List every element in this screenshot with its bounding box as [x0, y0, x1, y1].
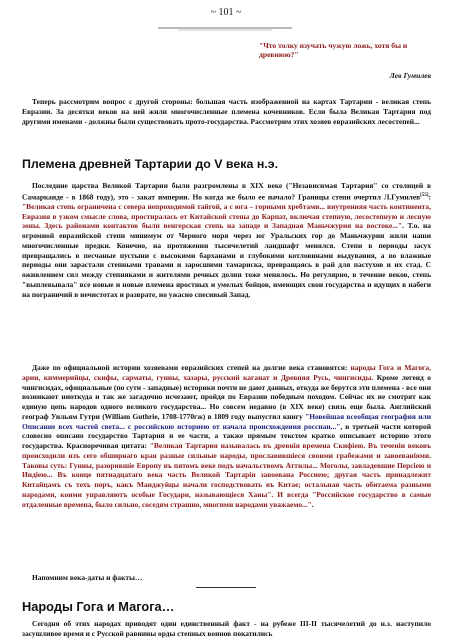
paragraph-last-kingdoms [22, 181, 431, 299]
paragraph-text: , в третьей части которой словесно описано государство Тартария и ее части, а также прямым текстом кратко описывает историю этого государства. Красноречивая цитата: [22, 421, 432, 450]
paragraph-text: Даже по официальной истории хозяевами евразийских степей на долгие века становятся: [32, 363, 351, 372]
paragraph-official-history [22, 363, 431, 509]
paragraph-gog-magog: Сегодня об этих народах приводят один единственный факт - на рубеже III-II тысячелетий до н.э. наступило засушливое время и с Русской равнины орды степных воинов покатились [22, 619, 431, 638]
epigraph-author: Лев Гумилев [389, 71, 431, 80]
ornamental-rule [158, 27, 292, 29]
epigraph-quote: "Что толку изучать чужую ложь, хотя бы и древнюю?" [259, 41, 408, 60]
section-heading-gog-magog: Народы Гога и Магога… [22, 599, 175, 614]
paragraph-text: . [311, 499, 314, 509]
intro-paragraph: Теперь рассмотрим вопрос с другой стороны: большая часть изображенной на картах Тартарии - великая степь Евразии. За десятки веков на ней жили многочисленные племена кочевников. Если была Великая Тартария под другими именами - должны были существовать прото-государства. Рассмотрим этих хозяев евразийских лесостепей... [22, 97, 431, 126]
section-divider [196, 587, 256, 588]
paragraph-text: . Т.о. на огромной евразийской степи минимум от Черного моря через юг Уральских гор до Маньчжурии жили наши многочисленные предки. Конечно, на протяжении тысячелетий ландшафт менялся. Степи в периоды засух превращались в песчаные пустыни с высокими барханами и глубокими котловинами выдувания, а во влажные периоды они зарастали степными травами и заросшими тамариска, превращаясь в рай для пастухов и их стад. С оживлением сил между степняками и жителями речных долин тоже менялось. Но регулярно, в течение веков, степь "выплевывала" все новые и новые племена яростных и умелых бойцов, имеющих свои государства и идущих в набеги на пограничий в нечистотах и разврате, но ужасно спесивый Запад. [22, 221, 431, 299]
paragraph-text: Кроме легенд о чингисидах, официальные (по сути - западные) историки почти не дают данных, откуда же берутся эти племена - все они возникают ниоткуда и так же загадочно исчезают, пройдя по Евразии победным походом. Сейчас их не смотрят как единую цепь народов одного великого государства... Но совсем недавно (в XIX веке) связь еще была. Английский географ Уильям Гутри (William Guthrie, 1708-1770гж) в 1809 году выпустил книгу [22, 372, 431, 421]
paragraph-text: : [428, 192, 431, 202]
gumilev-quote: "Великая степь ограничена с севера непроходимой тайгой, а с юга – горными хребтами... внутренняя часть континента, Евразия в узком смысле слова, простиралась от Китайской стены до Карпат, включая степную, лесостепную и лесную зоны. Здесь районами контактов были венгерская степь на западе и Западная Маньчжурия на востоке..." [22, 201, 431, 231]
section-heading-tartary: Племена древней Тартарии до V века н.э. [22, 157, 279, 171]
paragraph-reminder: Напомним века-даты и факты… [32, 573, 143, 582]
page-number: ~ 101 ~ [210, 7, 242, 18]
guthrie-quote: "Великая Тартария называлась въ древнія времена Скифіею. Въ теченіи вековъ происходили изъ сего обширнаго края разные сильные народы, прославившіеся своими грабежами и завоеваніями. Таковы суть: Гунны, разорившіе Европу въ пятомъ веке подъ начальствомъ Аттилы... Моголы, завладевшие Персіею и Индіею... Въ конце пятнадцатаго века часть Великой Тартаріи завоевана Россиею; другая часть принадлежит Китайцамъ съ техъ поръ, какъ Манджуйцы начали господствовать въ Китае; остальная часть обитаема разными народами, коими управляютъ особые Государи, называющіеся Ханы". И всегда "Российское государство в самые отдаленные времена, было сильно, соседям страшно, многими народами уважаемо..." [22, 441, 432, 509]
paragraph-text: Последние царства Великой Тартарии были разгромлены в XIX веке ("Независимая Тартария" со столицей в Самарканде - в 1868 году), это - закат империи. Но когда же было ее начало? Границы степи очертил Л.Гумилев [22, 181, 431, 202]
peoples-list: народы Гога и Магога, арии, киммерийцы, скифы, сарматы, гунны, хазары, русский каганат и Древняя Русь, чингисиды. [22, 363, 432, 382]
footnote-ref[interactable]: [55] [420, 192, 429, 198]
book-title: "Новейшая всеобщая география или Описание всех частей света... с российскою историею от начала происхождения россиан..." [22, 411, 431, 431]
